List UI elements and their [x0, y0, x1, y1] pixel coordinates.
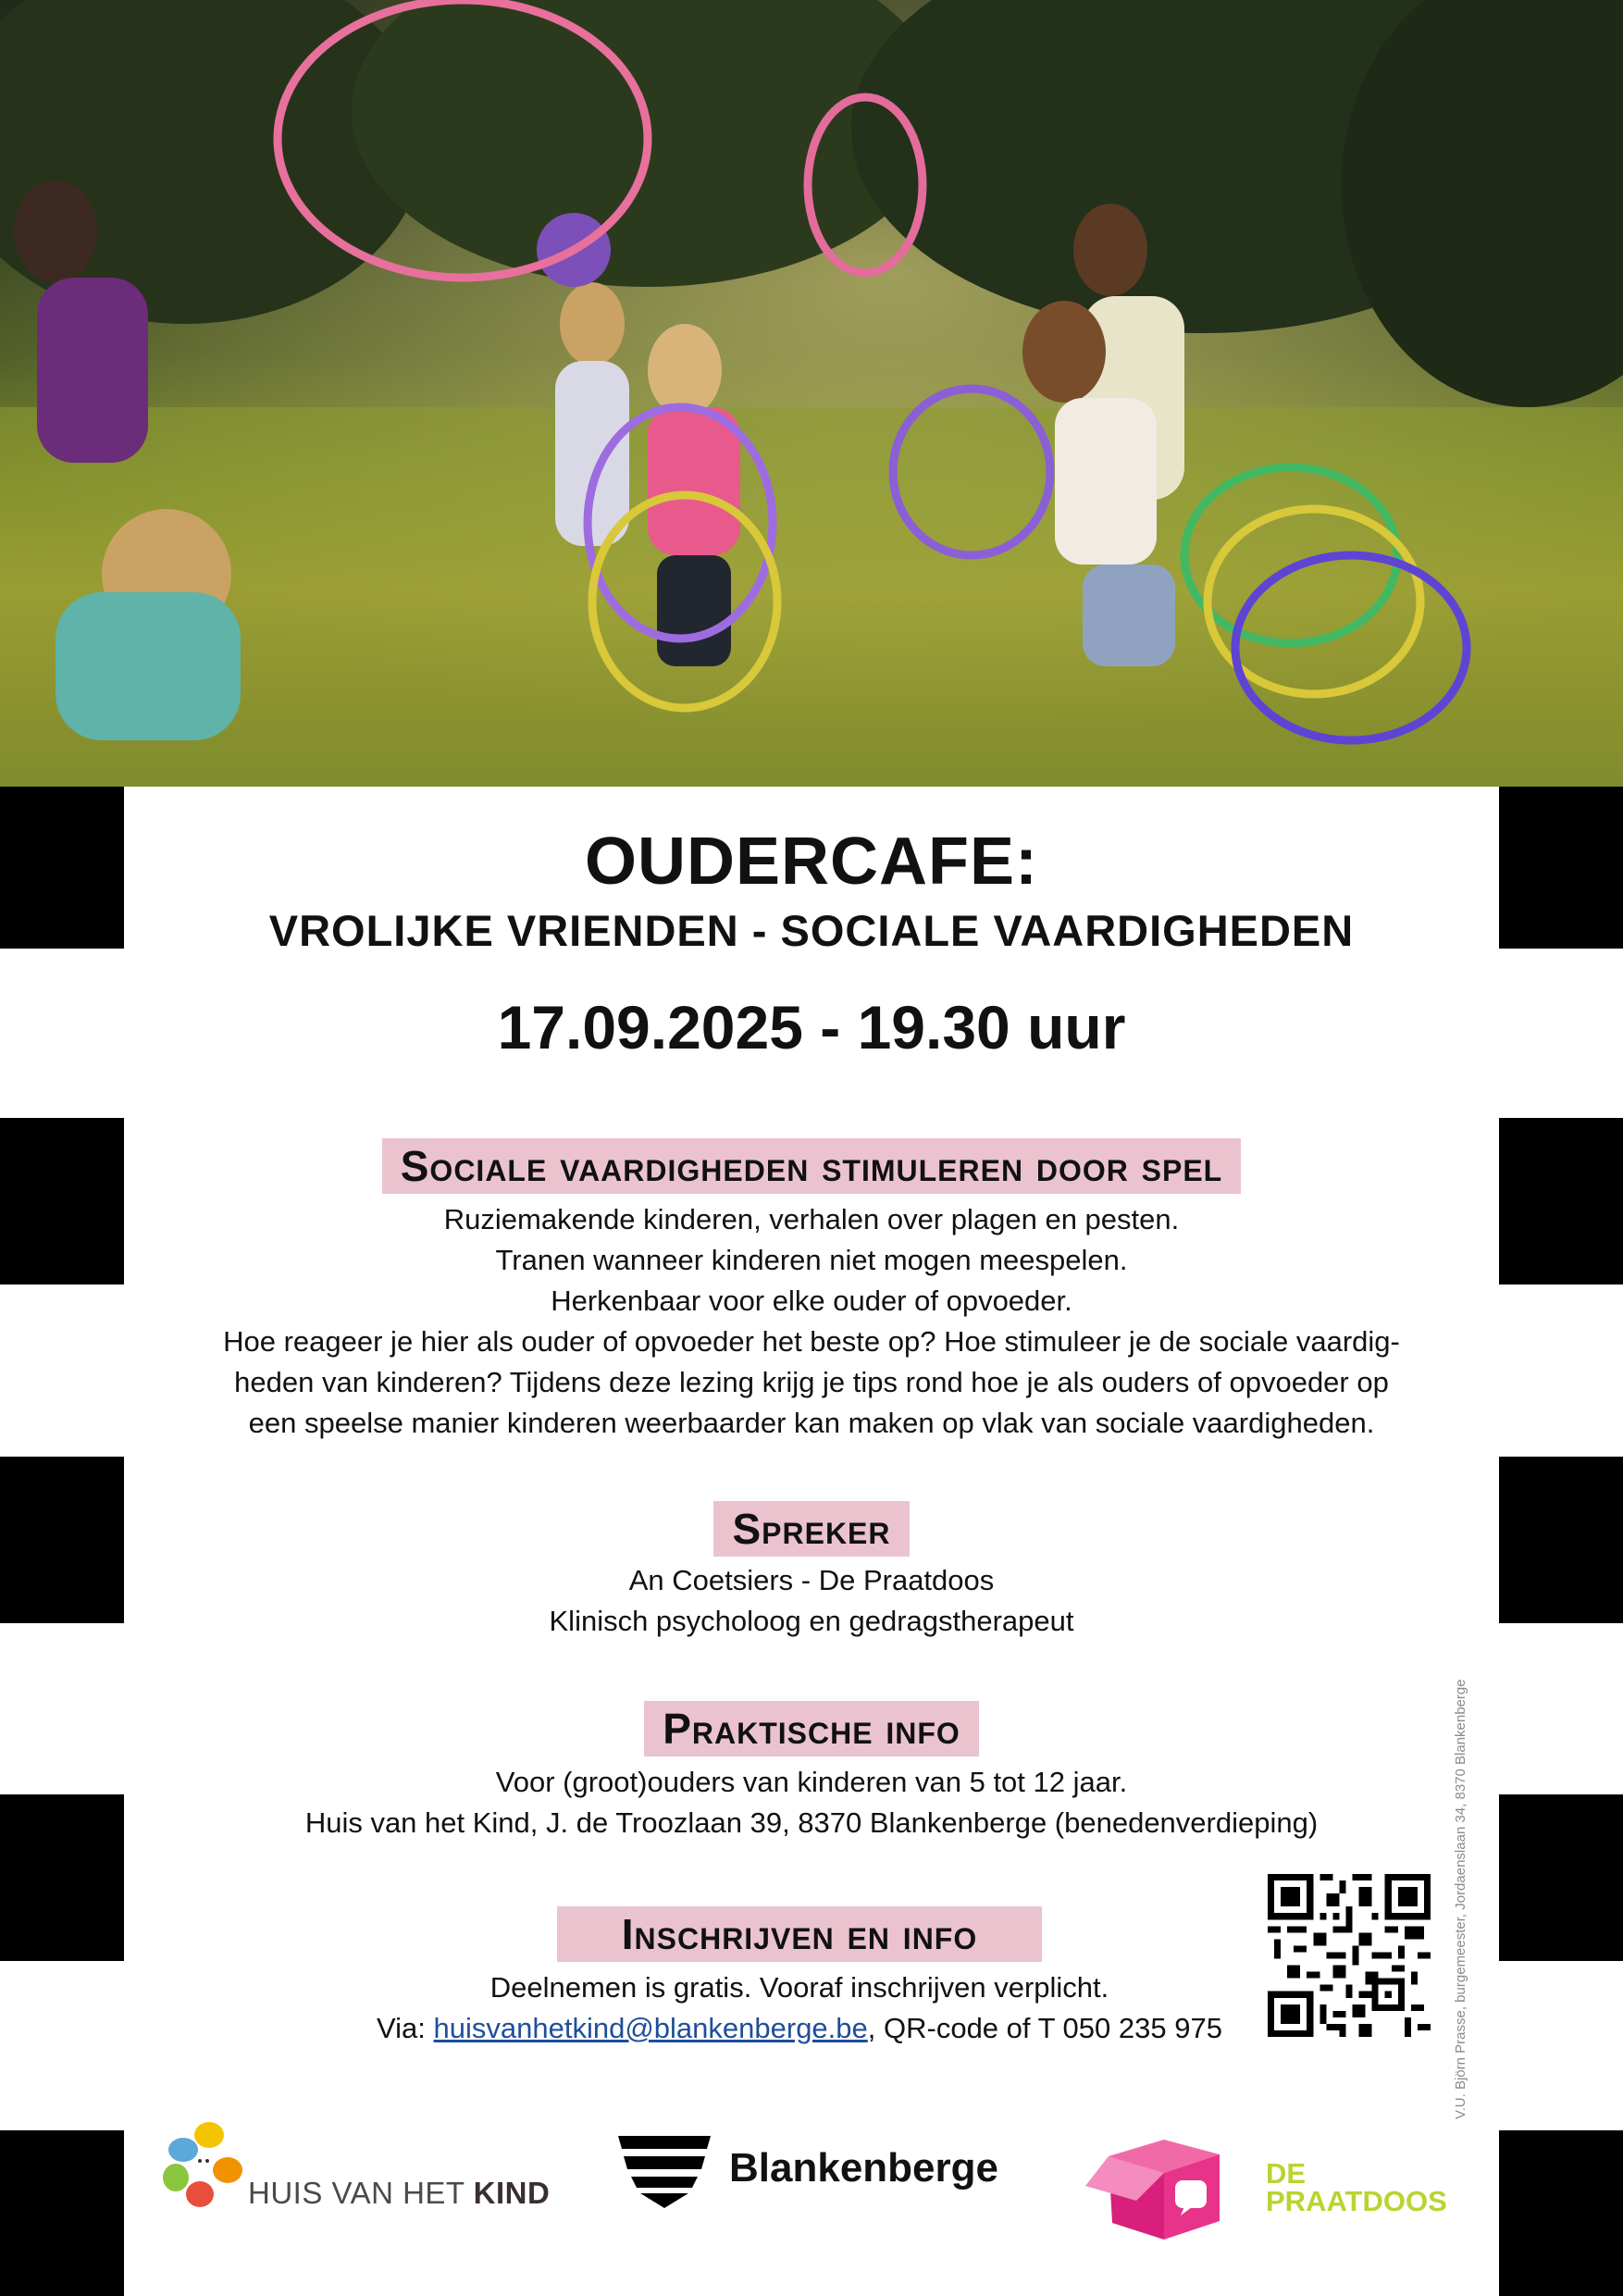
logo-text: DE [1266, 2157, 1307, 2190]
section-heading: Inschrijven en info [557, 1906, 1043, 1962]
event-title: OUDERCAFE: [585, 825, 1038, 899]
logo-text-bold: KIND [473, 2176, 551, 2210]
section-heading: Sociale vaardigheden stimuleren door spel [382, 1138, 1241, 1194]
side-bar [0, 1794, 124, 1961]
huis-van-het-kind-logo [155, 2115, 551, 2216]
section-heading: Praktische info [644, 1701, 979, 1756]
side-bar [0, 787, 124, 949]
side-bar [1499, 1457, 1623, 1623]
header-photo [0, 0, 1623, 787]
practical-section [124, 1701, 1499, 1843]
intro-line: een speelse manier kinderen weerbaarder kan maken op vlak van sociale vaardigheden. [248, 1407, 1375, 1439]
event-subtitle: VROLIJKE VRIENDEN - SOCIALE VAARDIGHEDEN [268, 906, 1355, 955]
register-line: Deelnemen is gratis. Vooraf inschrijven verplicht. [489, 1971, 1109, 2004]
side-bar [1499, 787, 1623, 949]
via-suffix: , QR-code of T 050 235 975 [867, 2012, 1222, 2044]
qr-code[interactable] [1268, 1874, 1431, 2042]
speaker-section [124, 1501, 1499, 1642]
logo-text: PRAATDOOS [1266, 2185, 1447, 2217]
intro-line: Tranen wanneer kinderen niet mogen meespelen. [495, 1244, 1128, 1276]
logo-text: HUIS VAN HET [248, 2176, 474, 2210]
event-date: 17.09.2025 - 19.30 uur [497, 993, 1126, 1061]
practical-line: Voor (groot)ouders van kinderen van 5 tot 12 jaar. [495, 1766, 1128, 1798]
section-heading: Spreker [713, 1501, 909, 1557]
praatdoos-logo [1081, 2119, 1469, 2249]
intro-line: Hoe reageer je hier als ouder of opvoeder het beste op? Hoe stimuleer je de sociale vaardig- [223, 1325, 1400, 1358]
box-icon [1081, 2119, 1247, 2249]
side-bar [1499, 2130, 1623, 2296]
side-bar [1499, 1794, 1623, 1961]
intro-line: Herkenbaar voor elke ouder of opvoeder. [551, 1285, 1072, 1317]
email-link[interactable]: huisvanhetkind@blankenberge.be [433, 2012, 868, 2044]
side-bar [0, 1457, 124, 1623]
intro-line: heden van kinderen? Tijdens deze lezing krijg je tips rond hoe je als ouders of opvoeder op [234, 1366, 1389, 1398]
practical-line: Huis van het Kind, J. de Troozlaan 39, 8370 Blankenberge (benedenverdieping) [304, 1806, 1319, 1839]
logo-text: Blankenberge [729, 2145, 998, 2191]
intro-line: Ruziemakende kinderen, verhalen over plagen en pesten. [443, 1203, 1180, 1235]
side-bar [0, 2130, 124, 2296]
side-bar [0, 1118, 124, 1285]
intro-section [124, 1138, 1499, 1444]
speaker-name: An Coetsiers - De Praatdoos [628, 1564, 995, 1596]
blankenberge-logo [618, 2128, 1035, 2230]
via-prefix: Via: [377, 2012, 434, 2044]
shield-icon [618, 2128, 711, 2212]
speaker-role: Klinisch psycholoog en gedragstherapeut [549, 1605, 1074, 1637]
side-bar [1499, 1118, 1623, 1285]
responsible-publisher: V.U. Björn Prasse, burgemeester, Jordaenslaan 34, 8370 Blankenberge [1453, 1679, 1468, 2119]
